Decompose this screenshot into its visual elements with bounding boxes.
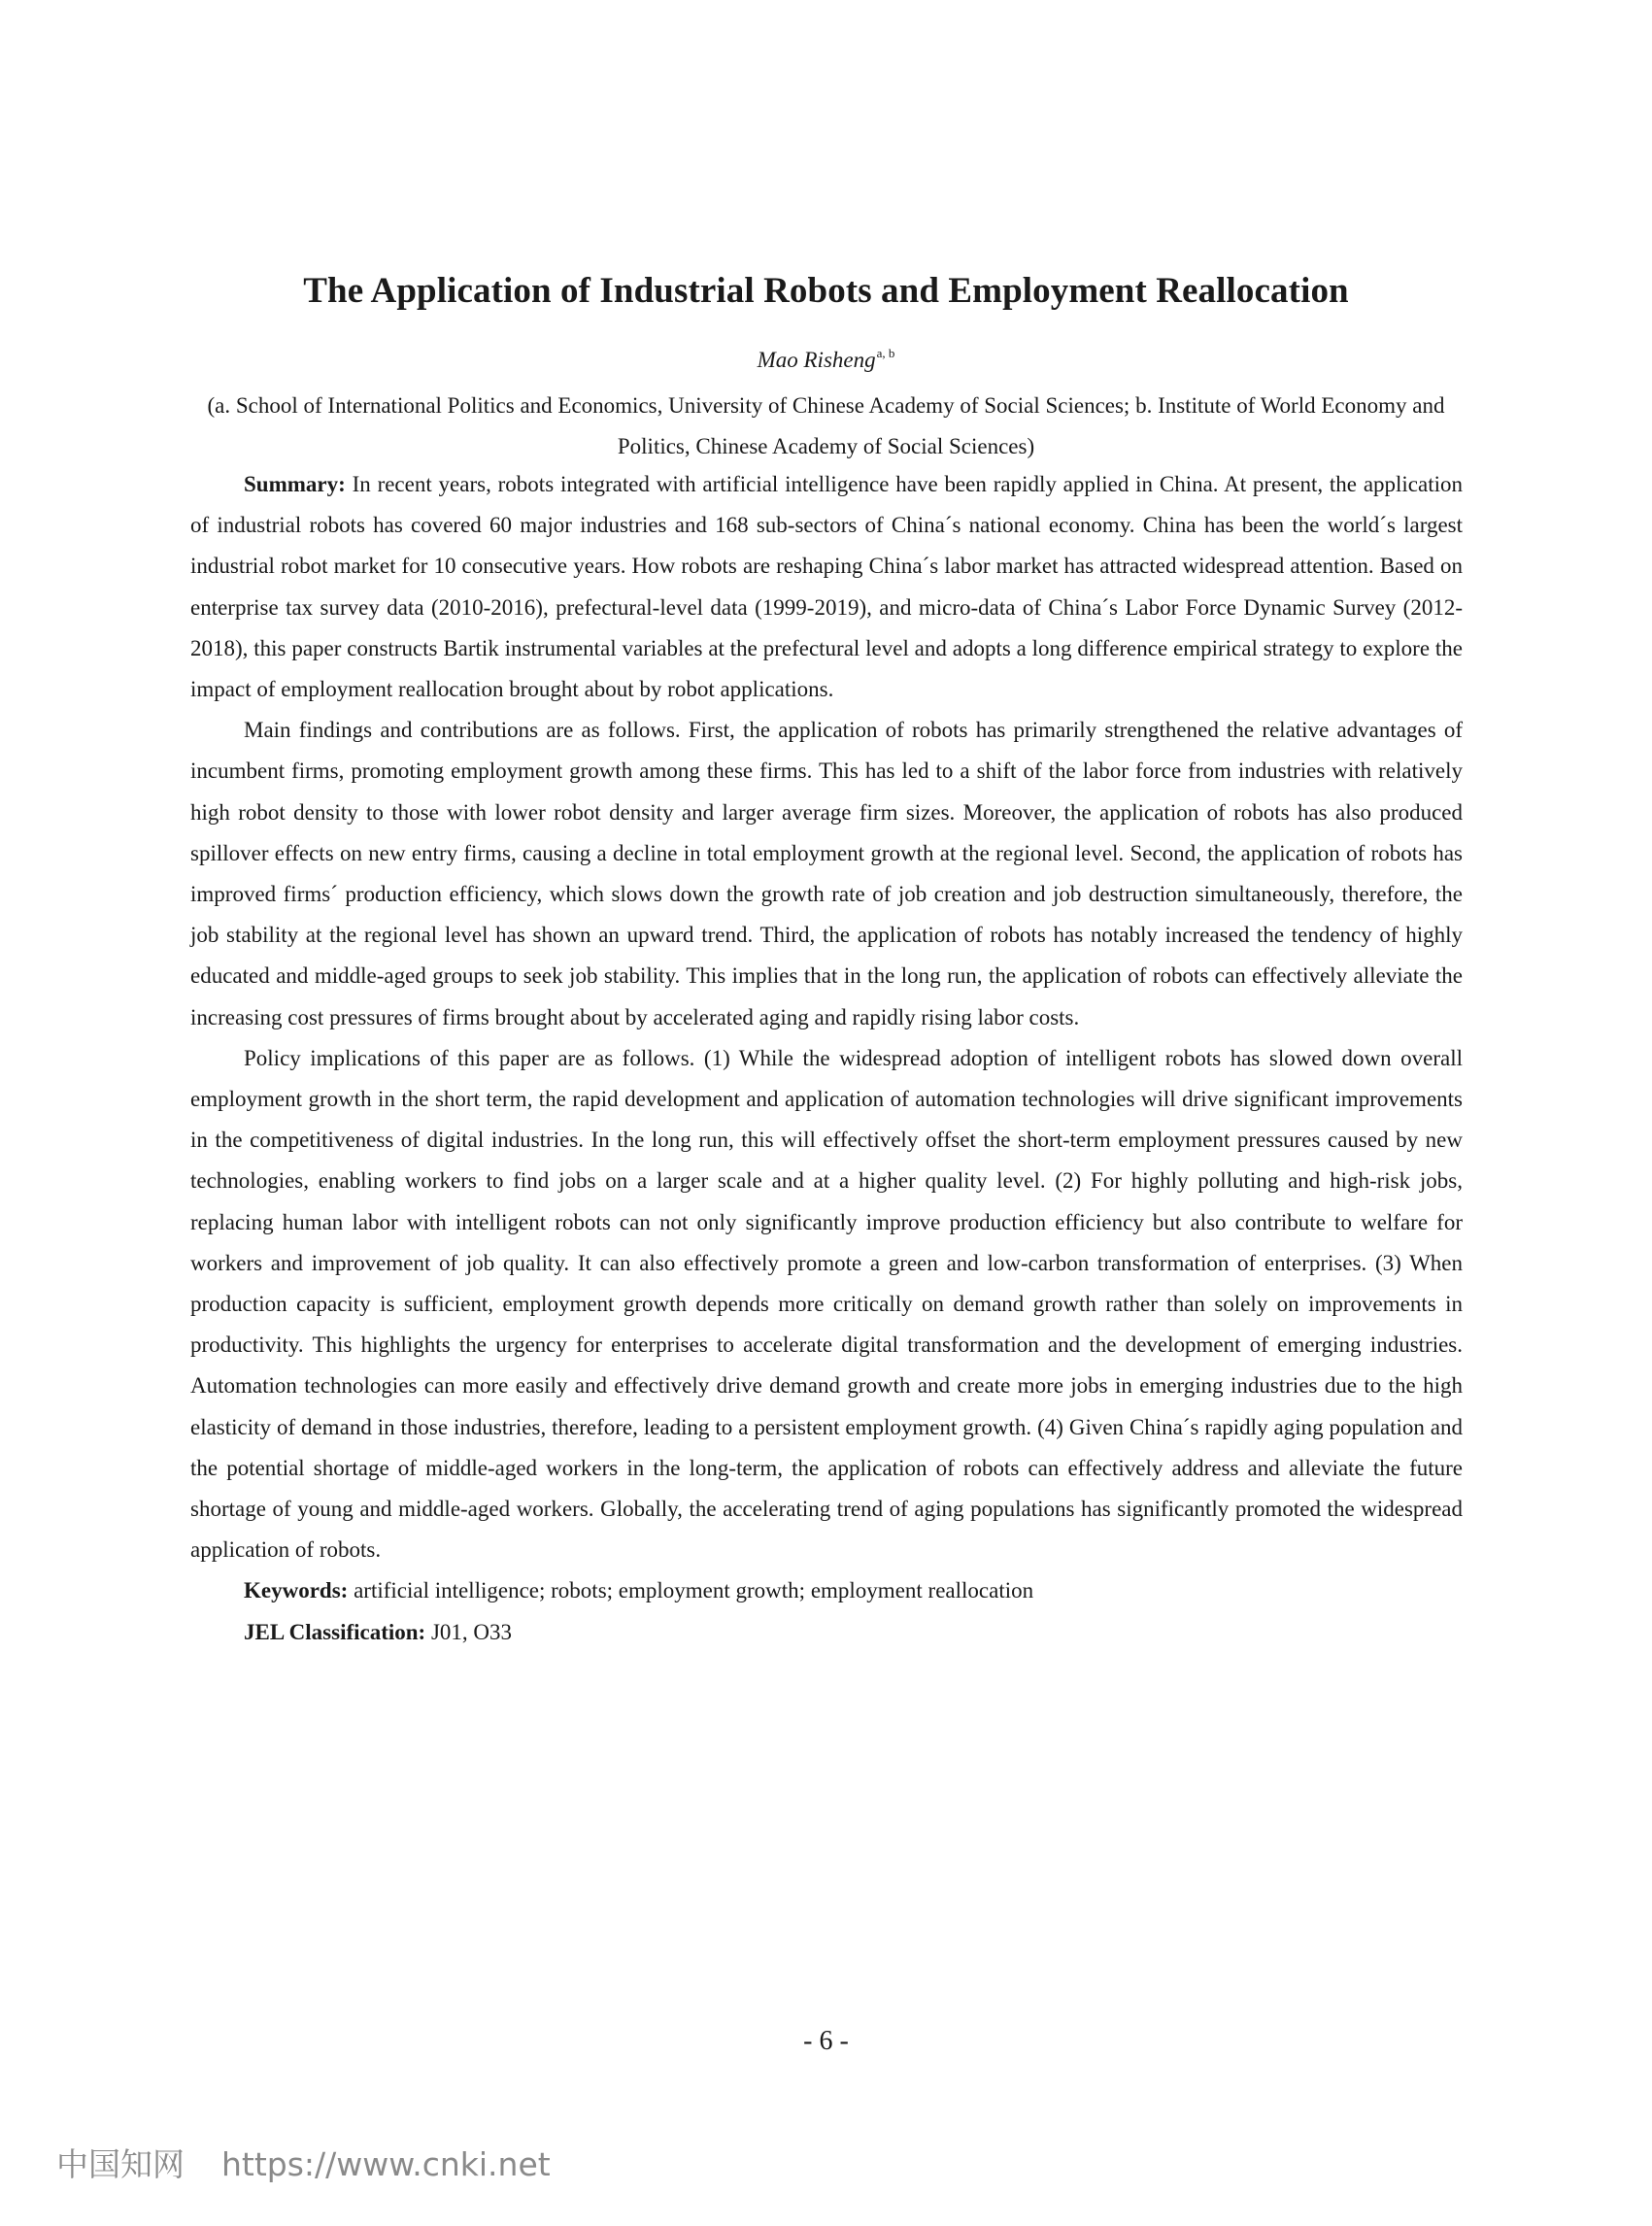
summary-label: Summary:	[244, 472, 346, 496]
cnki-watermark	[56, 2140, 551, 2185]
abstract-body	[190, 464, 1463, 1653]
paper-title: The Application of Industrial Robots and Employment Reallocation	[303, 271, 1349, 311]
page-number: - 6 -	[803, 2026, 849, 2056]
author-affiliation: (a. School of International Politics and Economics, University of Chinese Academy of Social Sciences; b. Institute of World Economy and Politics, Chinese Academy of Social Sciences)	[207, 393, 1445, 458]
watermark-brand: 中国知网	[56, 2145, 185, 2183]
findings-paragraph: Main findings and contributions are as follows. First, the application of robots has primarily strengthened the relative advantages of incumbent firms, promoting employment growth among these firms. This has led to a shift of the labor force from industries with relatively high robot density to those with lower robot density and larger average firm sizes. Moreover, the application of robots has also produced spillover effects on new entry firms, causing a decline in total employment growth at the regional level. Second, the application of robots has improved firms´ production efficiency, which slows down the growth rate of job creation and job destruction simultaneously, therefore, the job stability at the regional level has shown an upward trend. Third, the application of robots has notably increased the tendency of highly educated and middle-aged groups to seek job stability. This implies that in the long run, the application of robots can effectively alleviate the increasing cost pressures of firms brought about by accelerated aging and rapidly rising labor costs.	[190, 718, 1463, 1029]
author-line	[0, 346, 1652, 373]
summary-text: In recent years, robots integrated with artificial intelligence have been rapidly applied in China. At present, the application of industrial robots has covered 60 major industries and 168 sub-sectors of China´s national economy. China has been the world´s largest industrial robot market for 10 consecutive years. How robots are reshaping China´s labor market has attracted widespread attention. Based on enterprise tax survey data (2010-2016), prefectural-level data (1999-2019), and micro-data of China´s Labor Force Dynamic Survey (2012-2018), this paper constructs Bartik instrumental variables at the prefectural level and adopts a long difference empirical strategy to explore the impact of employment reallocation brought about by robot applications.	[190, 472, 1463, 702]
policy-paragraph: Policy implications of this paper are as follows. (1) While the widespread adoption of intelligent robots has slowed down overall employment growth in the short term, the rapid development and application of automation technologies will drive significant improvements in the competitiveness of digital industries. In the long run, this will effectively offset the short-term employment pressures caused by new technologies, enabling workers to find jobs on a larger scale and at a higher quality level. (2) For highly polluting and high-risk jobs, replacing human labor with intelligent robots can not only significantly improve production efficiency but also contribute to welfare for workers and improvement of job quality. It can also effectively promote a green and low-carbon transformation of enterprises. (3) When production capacity is sufficient, employment growth depends more critically on demand growth rather than solely on improvements in productivity. This highlights the urgency for enterprises to accelerate digital transformation and the development of emerging industries. Automation technologies can more easily and effectively drive demand growth and create more jobs in emerging industries due to the high elasticity of demand in those industries, therefore, leading to a persistent employment growth. (4) Given China´s rapidly aging population and the potential shortage of middle-aged workers in the long-term, the application of robots can effectively address and alleviate the future shortage of young and middle-aged workers. Globally, the accelerating trend of aging populations has significantly promoted the widespread application of robots.	[190, 1045, 1463, 1563]
jel-line	[190, 1612, 1463, 1653]
summary-paragraph	[190, 464, 1463, 710]
keywords-line	[190, 1570, 1463, 1611]
jel-label: JEL Classification:	[244, 1619, 426, 1644]
author-affiliation-marks: a, b	[876, 346, 895, 360]
keywords-label: Keywords:	[244, 1578, 349, 1603]
jel-text: J01, O33	[425, 1619, 513, 1644]
keywords-text: artificial intelligence; robots; employment growth; employment reallocation	[348, 1578, 1034, 1603]
author-name: Mao Risheng	[757, 348, 876, 372]
watermark-url: https://www.cnki.net	[221, 2145, 551, 2183]
